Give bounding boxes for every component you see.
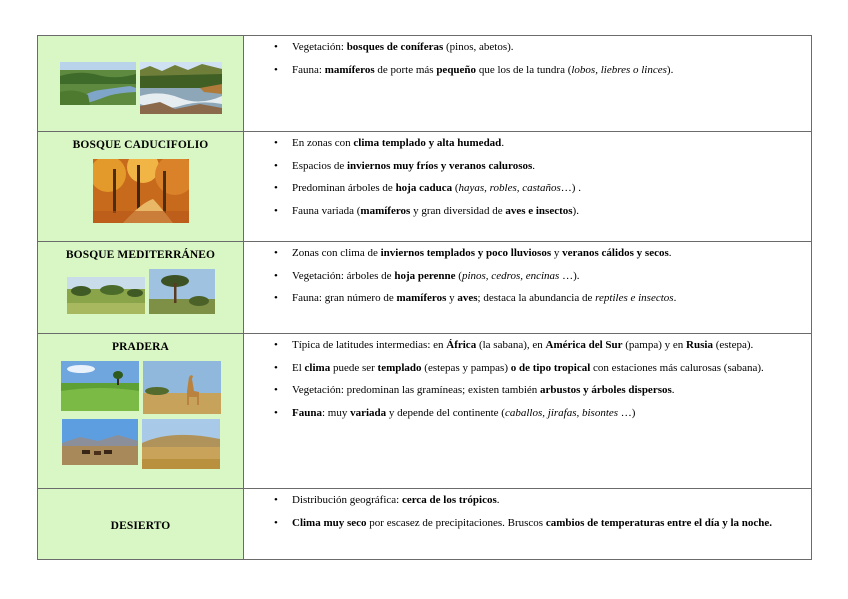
- text: Espacios de: [292, 159, 347, 172]
- bold-text: Clima muy seco: [292, 516, 367, 529]
- fact-item: [292, 246, 803, 260]
- forest-river-photo: [60, 62, 136, 105]
- steppe-photo: [142, 419, 220, 469]
- text: …): [618, 406, 636, 419]
- text: …).: [559, 269, 580, 282]
- bold-text: aves: [457, 292, 478, 305]
- text: Típica de latitudes intermedias: en: [292, 339, 447, 351]
- text: .: [532, 159, 536, 172]
- text: (la sabana), en: [476, 339, 546, 351]
- facts-cell-desert: [244, 489, 812, 560]
- text: puede ser: [330, 361, 378, 374]
- bold-text: Fauna: [292, 406, 322, 419]
- text: .: [496, 494, 500, 506]
- table-row: [38, 334, 812, 489]
- biome-title: PRADERA: [112, 341, 169, 353]
- italic-text: hayas, robles, castaños: [458, 182, 561, 195]
- fact-item: [292, 291, 803, 305]
- fact-item: [292, 181, 803, 195]
- bold-text: hoja perenne: [394, 269, 456, 282]
- bold-text: América del Sur: [545, 339, 623, 351]
- facts-cell-prairie: [244, 334, 812, 489]
- bold-text: África: [446, 339, 477, 351]
- text: El: [292, 361, 305, 374]
- bold-text: variada: [350, 406, 387, 419]
- bold-text: templado: [377, 361, 422, 374]
- text: y depende del continente (: [386, 406, 505, 419]
- fact-item: [292, 338, 803, 352]
- text: que los de la tundra (: [476, 63, 572, 76]
- text: Fauna:: [292, 63, 325, 76]
- facts-list: [244, 132, 811, 218]
- facts-cell-mediterranean: [244, 242, 812, 334]
- bold-text: o de tipo tropical: [510, 361, 591, 374]
- green-prairie-photo: [61, 361, 139, 411]
- text: y: [551, 247, 563, 259]
- text: de porte más: [374, 63, 437, 76]
- fact-item: [292, 383, 803, 397]
- savanna-giraffe-photo: [143, 361, 221, 414]
- bold-text: bosques de coníferas: [346, 41, 444, 53]
- text: ; destaca la abundancia de: [477, 292, 596, 305]
- fact-item: [292, 159, 803, 173]
- biome-title: BOSQUE CADUCIFOLIO: [72, 139, 209, 151]
- bold-text: Rusia: [686, 339, 713, 351]
- fact-item: [292, 406, 803, 420]
- text: (estepas y pampas): [421, 361, 511, 374]
- biome-title: DESIERTO: [110, 520, 171, 532]
- mediterranean-pine-photo: [149, 269, 215, 314]
- text: Zonas con clima de: [292, 247, 381, 259]
- text: con estaciones más calurosas (sabana).: [590, 361, 764, 374]
- italic-text: lobos, liebres o linces: [571, 63, 667, 76]
- italic-text: caballos, jirafas, bisontes: [504, 406, 619, 419]
- bold-text: inviernos muy fríos y veranos calurosos: [346, 159, 533, 172]
- text: .: [671, 384, 675, 397]
- biome-cell-taiga: [38, 36, 244, 132]
- bold-text: cerca de los trópicos: [401, 494, 497, 506]
- text: (estepa).: [712, 339, 754, 351]
- bold-text: mamíferos: [396, 292, 447, 305]
- fact-item: [292, 136, 803, 150]
- bold-text: mamíferos: [360, 204, 411, 217]
- fact-item: [292, 63, 803, 77]
- facts-cell-deciduous: [244, 132, 812, 242]
- text: .: [501, 137, 505, 149]
- biome-cell-mediterranean: [38, 242, 244, 334]
- biome-cell-deciduous: [38, 132, 244, 242]
- text: (pinos, abetos).: [443, 41, 514, 53]
- text: Vegetación:: [292, 41, 347, 53]
- bold-text: veranos cálidos y secos: [562, 247, 669, 259]
- bold-text: mamíferos: [324, 63, 375, 76]
- text: .: [673, 292, 677, 305]
- text: Distribución geográfica:: [292, 494, 402, 506]
- facts-cell-taiga: [244, 36, 812, 132]
- bold-text: hoja caduca: [395, 182, 453, 195]
- text: y gran diversidad de: [410, 204, 506, 217]
- text: (pampa) y en: [622, 339, 687, 351]
- biomes-table: [37, 35, 812, 560]
- text: En zonas con: [292, 137, 354, 149]
- fact-item: [292, 40, 803, 54]
- text: por escasez de precipitaciones. Bruscos: [366, 516, 546, 529]
- italic-text: reptiles e insectos: [595, 292, 674, 305]
- text: .: [668, 247, 672, 259]
- text: y: [446, 292, 458, 305]
- table-row: [38, 489, 812, 560]
- text: (: [452, 182, 459, 195]
- fact-item: [292, 493, 803, 507]
- bold-text: cambios de temperaturas entre el día y la noche.: [545, 516, 773, 529]
- biome-title: BOSQUE MEDITERRÁNEO: [65, 249, 216, 261]
- facts-list: [244, 36, 811, 77]
- text: : muy: [321, 406, 351, 419]
- table-row: [38, 132, 812, 242]
- bold-text: clima templado y alta humedad: [353, 137, 502, 149]
- text: Vegetación: predominan las gramíneas; existen también: [292, 384, 541, 397]
- bold-text: clima: [304, 361, 331, 374]
- text: Predominan árboles de: [292, 182, 396, 195]
- facts-list: [244, 489, 811, 530]
- text: Fauna variada (: [292, 204, 361, 217]
- table-row: [38, 242, 812, 334]
- autumn-forest-photo: [93, 159, 189, 223]
- text: Vegetación: árboles de: [292, 269, 395, 282]
- forest-rapids-photo: [140, 62, 222, 114]
- text: (: [455, 269, 462, 282]
- facts-list: [244, 242, 811, 305]
- bold-text: pequeño: [436, 63, 477, 76]
- fact-item: [292, 361, 803, 375]
- text: …) .: [560, 182, 581, 195]
- text: ).: [572, 204, 579, 217]
- biome-cell-desert: [38, 489, 244, 560]
- italic-text: pinos, cedros, encinas: [461, 269, 560, 282]
- fact-item: [292, 204, 803, 218]
- fact-item: [292, 516, 803, 530]
- bold-text: arbustos y árboles dispersos: [540, 384, 672, 397]
- pampa-horses-photo: [62, 419, 138, 465]
- bold-text: inviernos templados y poco lluviosos: [380, 247, 552, 259]
- mediterranean-meadow-photo: [67, 277, 145, 314]
- text: ).: [666, 63, 674, 76]
- text: Fauna: gran número de: [292, 292, 397, 305]
- fact-item: [292, 269, 803, 283]
- facts-list: [244, 334, 811, 420]
- table-row: [38, 36, 812, 132]
- biome-cell-prairie: [38, 334, 244, 489]
- bold-text: aves e insectos: [505, 204, 573, 217]
